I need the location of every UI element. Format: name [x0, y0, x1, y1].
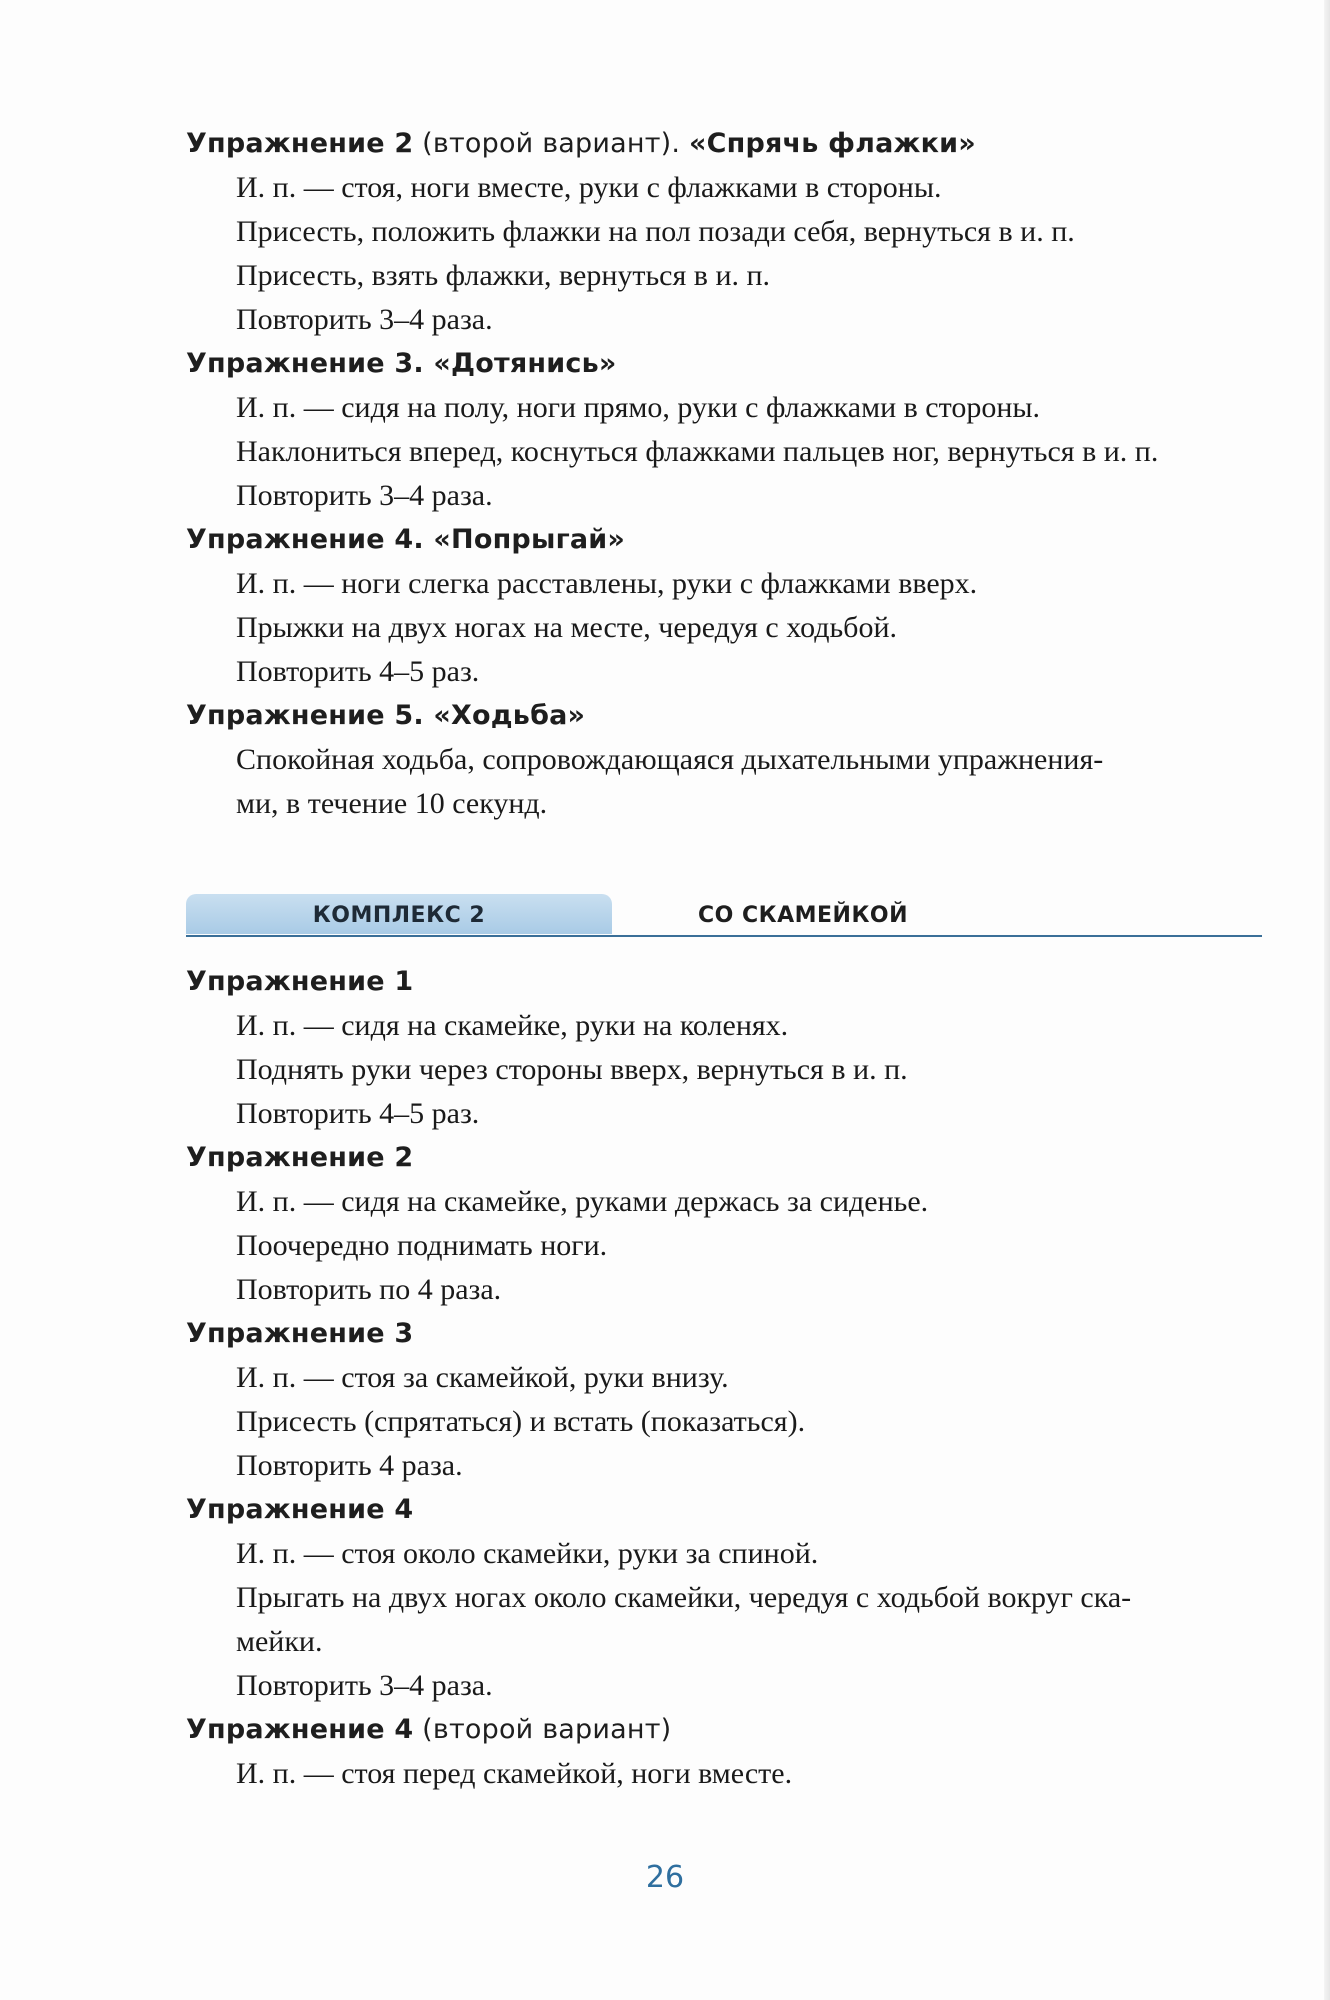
exercise-number: Упражнение 5.: [186, 700, 434, 731]
exercise-line: И. п. — сидя на скамейке, руками держась за сиденье.: [236, 1185, 929, 1218]
exercise-body: [236, 738, 1262, 826]
exercise-block: [186, 342, 1262, 518]
exercise-block: [186, 1136, 1262, 1312]
exercise-line: И. п. — ноги слегка расставлены, руки с флажками вверх.: [236, 567, 978, 600]
exercise-line: ми, в течение 10 секунд.: [236, 787, 548, 820]
exercise-line: Повторить по 4 раза.: [236, 1273, 502, 1306]
exercise-block: [186, 1488, 1262, 1708]
exercise-number: Упражнение 2: [186, 128, 414, 159]
exercise-line: И. п. — стоя, ноги вместе, руки с флажками в стороны.: [236, 171, 942, 204]
exercise-number: Упражнение 3.: [186, 348, 434, 379]
exercise-body: [236, 1752, 1262, 1796]
exercise-name: «Дотянись»: [433, 348, 617, 379]
exercise-line: Прыжки на двух ногах на месте, чередуя с ходьбой.: [236, 611, 897, 644]
exercise-line: Повторить 3–4 раза.: [236, 1669, 493, 1702]
exercise-variant: (второй вариант).: [413, 128, 689, 159]
exercise-name: «Попрыгай»: [433, 524, 626, 555]
exercise-block: [186, 1312, 1262, 1488]
exercise-line: Присесть, взять флажки, вернуться в и. п.: [236, 259, 771, 292]
exercise-line: Спокойная ходьба, сопровождающаяся дыхательными упражнения-: [236, 743, 1104, 776]
exercise-number: Упражнение 4.: [186, 524, 434, 555]
page-content: [186, 122, 1262, 1796]
exercise-title: [186, 122, 1262, 166]
exercise-title: [186, 518, 1262, 562]
exercise-title: [186, 960, 1262, 1004]
exercise-title: [186, 694, 1262, 738]
exercise-block: [186, 518, 1262, 694]
exercise-line: И. п. — сидя на полу, ноги прямо, руки с флажками в стороны.: [236, 391, 1041, 424]
exercise-line: Повторить 4–5 раз.: [236, 1097, 480, 1130]
exercise-title: [186, 1136, 1262, 1180]
exercise-variant: (второй вариант): [413, 1714, 672, 1745]
exercise-line: И. п. — сидя на скамейке, руки на коленях.: [236, 1009, 789, 1042]
exercise-line: Прыгать на двух ногах около скамейки, чередуя с ходьбой вокруг ска-: [236, 1581, 1132, 1614]
complex-label: КОМПЛЕКС 2: [312, 903, 486, 928]
exercise-line: Повторить 3–4 раза.: [236, 479, 493, 512]
exercise-line: Повторить 4–5 раз.: [236, 655, 480, 688]
exercise-name: «Спрячь флажки»: [688, 128, 976, 159]
exercise-body: [236, 166, 1262, 342]
exercise-line: Поочередно поднимать ноги.: [236, 1229, 608, 1262]
exercise-section-1: [186, 122, 1262, 826]
exercise-line: И. п. — стоя около скамейки, руки за спиной.: [236, 1537, 819, 1570]
complex-header-rule: [186, 935, 1262, 937]
exercise-body: [236, 1004, 1262, 1136]
page-edge: [1324, 0, 1330, 2000]
page-number: 26: [645, 1860, 685, 1895]
exercise-line: Поднять руки через стороны вверх, вернуться в и. п.: [236, 1053, 908, 1086]
exercise-block: [186, 694, 1262, 826]
exercise-title: [186, 1488, 1262, 1532]
exercise-title: [186, 342, 1262, 386]
exercise-number: Упражнение 2: [186, 1142, 414, 1173]
complex-header: [186, 894, 1262, 940]
exercise-body: [236, 1180, 1262, 1312]
complex-subtitle: СО СКАМЕЙКОЙ: [697, 903, 909, 928]
exercise-line: И. п. — стоя перед скамейкой, ноги вместе.: [236, 1757, 793, 1790]
exercise-line: Присесть (спрятаться) и встать (показаться).: [236, 1405, 806, 1438]
exercise-name: «Ходьба»: [433, 700, 586, 731]
exercise-line: И. п. — стоя за скамейкой, руки внизу.: [236, 1361, 729, 1394]
exercise-line: Присесть, положить флажки на пол позади себя, вернуться в и. п.: [236, 215, 1075, 248]
exercise-body: [236, 386, 1262, 518]
exercise-block: [186, 960, 1262, 1136]
exercise-title: [186, 1312, 1262, 1356]
exercise-title: [186, 1708, 1262, 1752]
exercise-body: [236, 1356, 1262, 1488]
exercise-line: Наклониться вперед, коснуться флажками пальцев ног, вернуться в и. п.: [236, 435, 1159, 468]
exercise-line: Повторить 4 раза.: [236, 1449, 463, 1482]
exercise-block: [186, 1708, 1262, 1796]
exercise-body: [236, 562, 1262, 694]
exercise-body: [236, 1532, 1262, 1708]
exercise-block: [186, 122, 1262, 342]
exercise-section-2: [186, 960, 1262, 1796]
exercise-number: Упражнение 4: [186, 1714, 414, 1745]
exercise-number: Упражнение 4: [186, 1494, 414, 1525]
exercise-line: мейки.: [236, 1625, 323, 1658]
exercise-number: Упражнение 1: [186, 966, 414, 997]
exercise-line: Повторить 3–4 раза.: [236, 303, 493, 336]
exercise-number: Упражнение 3: [186, 1318, 414, 1349]
